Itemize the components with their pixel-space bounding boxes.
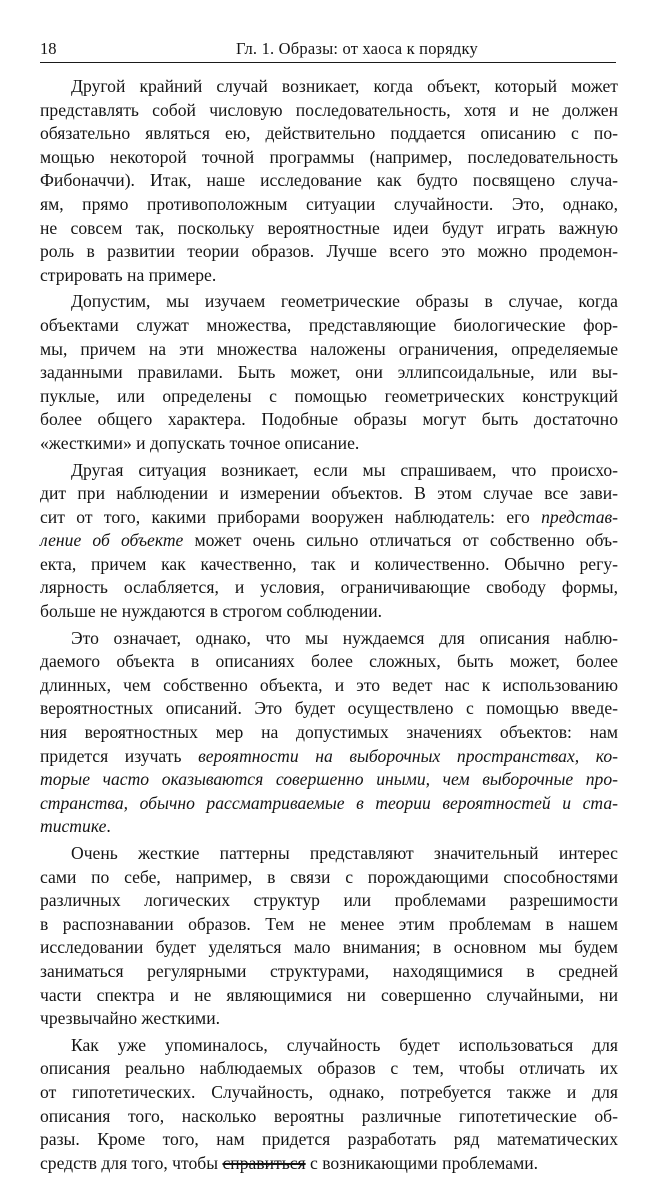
text-segment: придется изучать <box>40 745 199 766</box>
text-segment: заданными правилами. Быть может, они эллипсоидальные, или вы- <box>40 362 618 383</box>
text-line <box>40 99 618 123</box>
italic-text: ление об объекте <box>40 530 184 551</box>
text-segment: в распознавании образов. Тем не менее этим проблемам в нашем <box>40 913 618 934</box>
text-line <box>40 768 618 792</box>
text-segment: мы, причем на эти множества наложены ограничения, определяемые <box>40 338 618 359</box>
text-line <box>40 314 618 338</box>
italic-text: представ- <box>541 506 618 527</box>
text-segment: описания того, насколько вероятны различные гипотетические об- <box>40 1105 618 1126</box>
struck-word: справиться <box>222 1152 306 1173</box>
text-segment: обязательно являться ею, действительно поддается описанию с по- <box>40 123 618 144</box>
text-segment: ям, прямо противоположным ситуации случайности. Это, однако, <box>40 193 618 214</box>
text-segment: Фибоначчи). Итак, наше исследование как будто посвящено случа- <box>40 170 618 191</box>
text-line <box>40 1057 618 1081</box>
text-segment: Это означает, однако, что мы нуждаемся для описания наблю- <box>71 627 618 648</box>
text-segment: описания реально наблюдаемых образов с тем, чтобы отличать их <box>40 1058 618 1079</box>
text-segment: различных логических структур или проблемами разрешимости <box>40 890 618 911</box>
text-segment: исследовании будет уделяться мало внимания; в основном мы будем <box>40 937 618 958</box>
text-line <box>40 1152 618 1176</box>
text-line <box>40 146 618 170</box>
paragraph <box>40 290 618 455</box>
text-segment: не совсем так, поскольку вероятностные идеи будут играть важную <box>40 217 618 238</box>
text-line <box>40 866 618 890</box>
text-line <box>40 842 618 866</box>
text-segment: длинных, чем собственно объекта, и это ведет нас к использованию <box>40 674 618 695</box>
text-segment: Допустим, мы изучаем геометрические образы в случае, когда <box>71 291 618 312</box>
text-line <box>40 792 618 816</box>
text-segment: ния вероятностных мер на допустимых значениях объектов: нам <box>40 722 618 743</box>
text-line <box>40 627 618 651</box>
text-line <box>40 1128 618 1152</box>
text-segment: пуклые, или определены с помощью геометрических конструкций <box>40 385 618 406</box>
text-line <box>40 674 618 698</box>
text-segment: екта, причем как качественно, так и количественно. Обычно регу- <box>40 553 618 574</box>
text-line <box>40 217 618 241</box>
text-segment: Как уже упоминалось, случайность будет использоваться для <box>71 1034 618 1055</box>
text-line <box>40 122 618 146</box>
text-line <box>40 913 618 937</box>
text-line <box>40 1034 618 1058</box>
text-line <box>40 338 618 362</box>
text-segment: Очень жесткие паттерны представляют значительный интерес <box>71 843 618 863</box>
text-segment: разы. Кроме того, нам придется разработать ряд математических <box>40 1129 618 1150</box>
text-segment: с возникающими проблемами. <box>305 1152 539 1173</box>
text-line <box>40 529 618 553</box>
text-segment: лярность ослабляется, и условия, ограничивающие свободу формы, <box>40 577 618 598</box>
text-line <box>40 984 618 1008</box>
text-segment: заниматься регулярными структурами, находящимися в средней <box>40 960 618 981</box>
text-segment: стрировать на примере. <box>40 264 217 285</box>
paragraph <box>40 1034 618 1176</box>
text-segment: «жесткими» и допускать точное описание. <box>40 432 360 453</box>
text-segment: чрезвычайно жесткими. <box>40 1008 221 1029</box>
text-line <box>40 1081 618 1105</box>
text-segment: дит при наблюдении и измерении объектов. В этом случае все зави- <box>40 483 618 504</box>
text-segment: сами по себе, например, в связи с порождающими способностями <box>40 866 618 887</box>
text-line <box>40 75 618 99</box>
text-segment: Другая ситуация возникает, если мы спрашиваем, что происхо- <box>71 459 618 480</box>
running-title: Гл. 1. Образы: от хаоса к порядку <box>236 39 478 58</box>
text-line <box>40 889 618 913</box>
text-segment: сит от того, какими приборами вооружен наблюдатель: его <box>40 506 542 527</box>
text-segment: части спектра и не являющимися ни совершенно случайными, ни <box>40 984 618 1005</box>
text-line <box>40 408 618 432</box>
paragraph <box>40 842 618 1031</box>
paragraph <box>40 459 618 624</box>
paragraph <box>40 627 618 839</box>
text-line <box>40 936 618 960</box>
text-line <box>40 576 618 600</box>
text-segment: объектами служат множества, представляющие биологические фор- <box>40 314 618 335</box>
text-line <box>40 721 618 745</box>
text-segment: мощью некоторой точной программы (например, последовательность <box>40 146 618 167</box>
text-line <box>40 1105 618 1129</box>
text-segment: роль в развитии теории образов. Лучше всего это можно продемон- <box>40 241 618 262</box>
italic-text: торые часто оказываются совершенно иными, чем выборочные про- <box>40 769 618 790</box>
text-line <box>40 815 618 839</box>
text-line <box>40 960 618 984</box>
text-line <box>40 193 618 217</box>
text-line <box>40 385 618 409</box>
text-line <box>40 361 618 385</box>
italic-text: странства, обычно рассматриваемые в теории вероятностей и ста- <box>40 792 618 813</box>
text-line <box>40 290 618 314</box>
text-line <box>40 553 618 577</box>
body-text <box>40 75 618 1178</box>
text-line <box>40 1007 618 1031</box>
text-line <box>40 482 618 506</box>
text-line <box>40 506 618 530</box>
text-segment: представлять собой числовую последовательность, хотя и не должен <box>40 99 618 120</box>
italic-text: вероятности на выборочных пространствах, ко- <box>198 745 618 766</box>
page-number: 18 <box>40 39 57 58</box>
text-line <box>40 650 618 674</box>
text-segment: средств для того, чтобы <box>40 1152 223 1173</box>
text-segment: вероятностных описаний. Это будет осуществлено с помощью введе- <box>40 698 618 719</box>
text-segment: более общего характера. Подобные образы могут быть достаточно <box>40 409 618 430</box>
text-segment: может очень сильно отличаться от собственно объ- <box>183 530 618 551</box>
text-line <box>40 264 618 288</box>
text-line <box>40 240 618 264</box>
italic-text: тистике <box>40 816 107 837</box>
text-line <box>40 459 618 483</box>
text-line <box>40 169 618 193</box>
text-line <box>40 697 618 721</box>
text-segment: больше не нуждаются в строгом соблюдении. <box>40 601 383 622</box>
text-line <box>40 745 618 769</box>
text-line <box>40 600 618 624</box>
text-segment: даемого объекта в описаниях более сложных, быть может, более <box>40 651 618 672</box>
text-segment: Другой крайний случай возникает, когда объект, который может <box>71 76 618 96</box>
text-segment: от гипотетических. Случайность, однако, потребуется также и для <box>40 1081 618 1102</box>
text-line <box>40 432 618 456</box>
running-head <box>40 38 616 63</box>
text-segment: . <box>106 816 111 837</box>
paragraph <box>40 75 618 287</box>
